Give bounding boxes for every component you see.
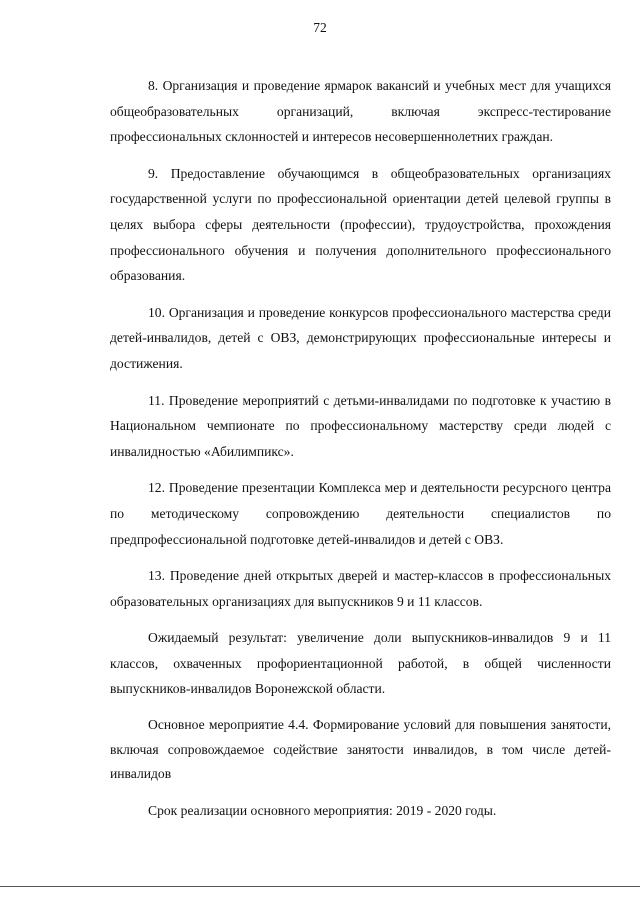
page-number: 72 (313, 20, 327, 35)
expected-result-paragraph: Ожидаемый результат: увеличение доли выпускников-инвалидов 9 и 11 классов, охваченных профориентационной работой, в общей численности выпускников-инвалидов Воронежской области. (110, 630, 611, 697)
paragraph-item-8: 8. Организация и проведение ярмарок вакансий и учебных мест для учащихся общеобразовательных организаций, включая экспресс-тестирование профессиональных склонностей и интересов несовершеннолетних граждан. (110, 78, 611, 145)
paragraph-item-10: 10. Организация и проведение конкурсов профессионального мастерства среди детей-инвалидов, детей с ОВЗ, демонстрирующих профессиональные интересы и достижения. (110, 304, 611, 371)
implementation-period-paragraph: Срок реализации основного мероприятия: 2019 - 2020 годы. (148, 802, 497, 818)
paragraph-item-11: 11. Проведение мероприятий с детьми-инвалидами по подготовке к участию в Национальном чемпионате по профессиональному мастерству среди людей с инвалидностью «Абилимпикс». (110, 392, 611, 459)
paragraph-item-12: 12. Проведение презентации Комплекса мер и деятельности ресурсного центра по методическому сопровождению деятельности специалистов по предпрофессиональной подготовке детей-инвалидов и детей с ОВЗ. (110, 480, 611, 547)
document-body (110, 73, 611, 834)
main-measure-paragraph: Основное мероприятие 4.4. Формирование условий для повышения занятости, включая сопровождаемое содействие занятости инвалидов, в том числе детей-инвалидов (110, 717, 611, 782)
page-bottom-rule (0, 886, 640, 887)
paragraph-item-13: 13. Проведение дней открытых дверей и мастер-классов в профессиональных образовательных организациях для выпускников 9 и 11 классов. (110, 568, 611, 609)
paragraph-item-9: 9. Предоставление обучающимся в общеобразовательных организациях государственной услуги по профессиональной ориентации детей целевой группы в целях выбора сферы деятельности (профессии), трудоустройства, прохождения профессионального обучения и получения дополнительного профессионального образования. (110, 165, 611, 284)
